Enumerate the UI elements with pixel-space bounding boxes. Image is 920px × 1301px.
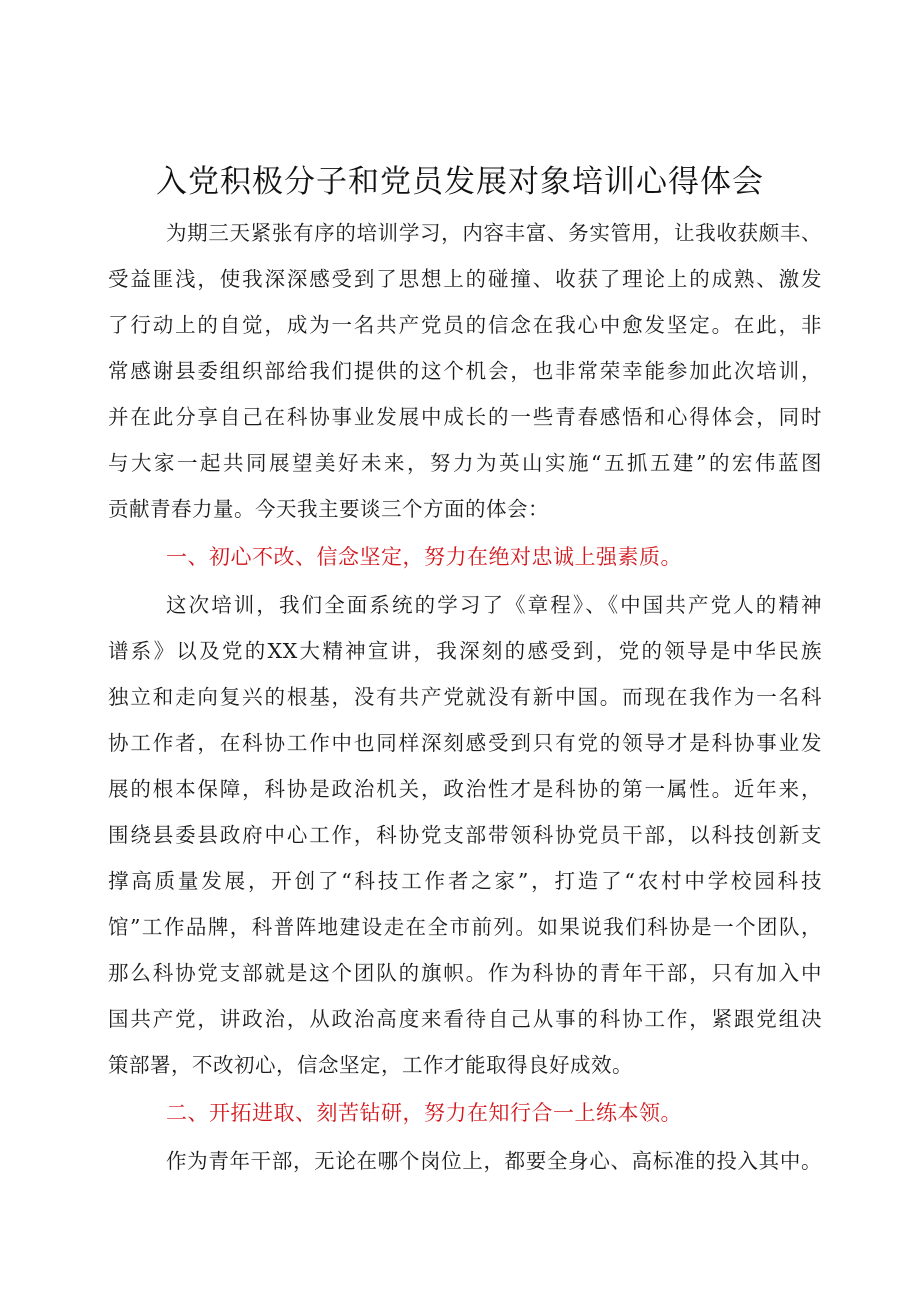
paragraph-line: 国共产党，讲政治，从政治高度来看待自己从事的科协工作，紧跟党组决 (108, 1007, 822, 1031)
paragraph-line: 受益匪浅，使我深深感受到了思想上的碰撞、收获了理论上的成熟、激发 (108, 267, 822, 291)
section-heading-2: 二、开拓进取、刻苦钻研，努力在知行合一上练本领。 (166, 1101, 682, 1125)
paragraph-line: 独立和走向复兴的根基，没有共产党就没有新中国。而现在我作为一名科 (108, 685, 822, 709)
intro-paragraph (108, 210, 822, 532)
paragraph-line: 展的根本保障，科协是政治机关，政治性才是科协的第一属性。近年来， (108, 777, 822, 801)
paragraph-line: 作为青年干部，无论在哪个岗位上，都要全身心、高标准的投入其中。 (166, 1149, 822, 1173)
section-heading-1: 一、初心不改、信念坚定，努力在绝对忠诚上强素质。 (166, 545, 682, 569)
section-1-paragraph (108, 582, 822, 1088)
paragraph-line: 策部署，不改初心，信念坚定，工作才能取得良好成效。 (108, 1053, 633, 1077)
paragraph-line: 那么科协党支部就是这个团队的旗帜。作为科协的青年干部，只有加入中 (108, 961, 822, 985)
paragraph-line: 协工作者，在科协工作中也同样深刻感受到只有党的领导才是科协事业发 (108, 731, 822, 755)
paragraph-line: 谱系》以及党的XX大精神宣讲，我深刻的感受到，党的领导是中华民族 (108, 639, 822, 663)
paragraph-line: 常感谢县委组织部给我们提供的这个机会，也非常荣幸能参加此次培训， (108, 359, 822, 383)
paragraph-line: 这次培训，我们全面系统的学习了《章程》、《中国共产党人的精神 (166, 593, 822, 617)
paragraph-line: 并在此分享自己在科协事业发展中成长的一些青春感悟和心得体会，同时 (108, 405, 822, 429)
paragraph-line: 围绕县委县政府中心工作，科协党支部带领科协党员干部，以科技创新支 (108, 823, 822, 847)
paragraph-line: 与大家一起共同展望美好未来，努力为英山实施“五抓五建”的宏伟蓝图 (108, 451, 822, 475)
document-body (108, 210, 822, 1184)
document-title: 入党积极分子和党员发展对象培训心得体会 (156, 164, 764, 200)
paragraph-line: 撑高质量发展，开创了“科技工作者之家”，打造了“农村中学校园科技 (108, 869, 822, 893)
section-2-paragraph (108, 1138, 822, 1184)
paragraph-line: 为期三天紧张有序的培训学习，内容丰富、务实管用，让我收获颇丰、 (166, 221, 822, 245)
paragraph-line: 贡献青春力量。今天我主要谈三个方面的体会： (108, 497, 549, 521)
paragraph-line: 馆”工作品牌，科普阵地建设走在全市前列。如果说我们科协是一个团队， (108, 915, 822, 939)
paragraph-line: 了行动上的自觉，成为一名共产党员的信念在我心中愈发坚定。在此，非 (108, 313, 822, 337)
